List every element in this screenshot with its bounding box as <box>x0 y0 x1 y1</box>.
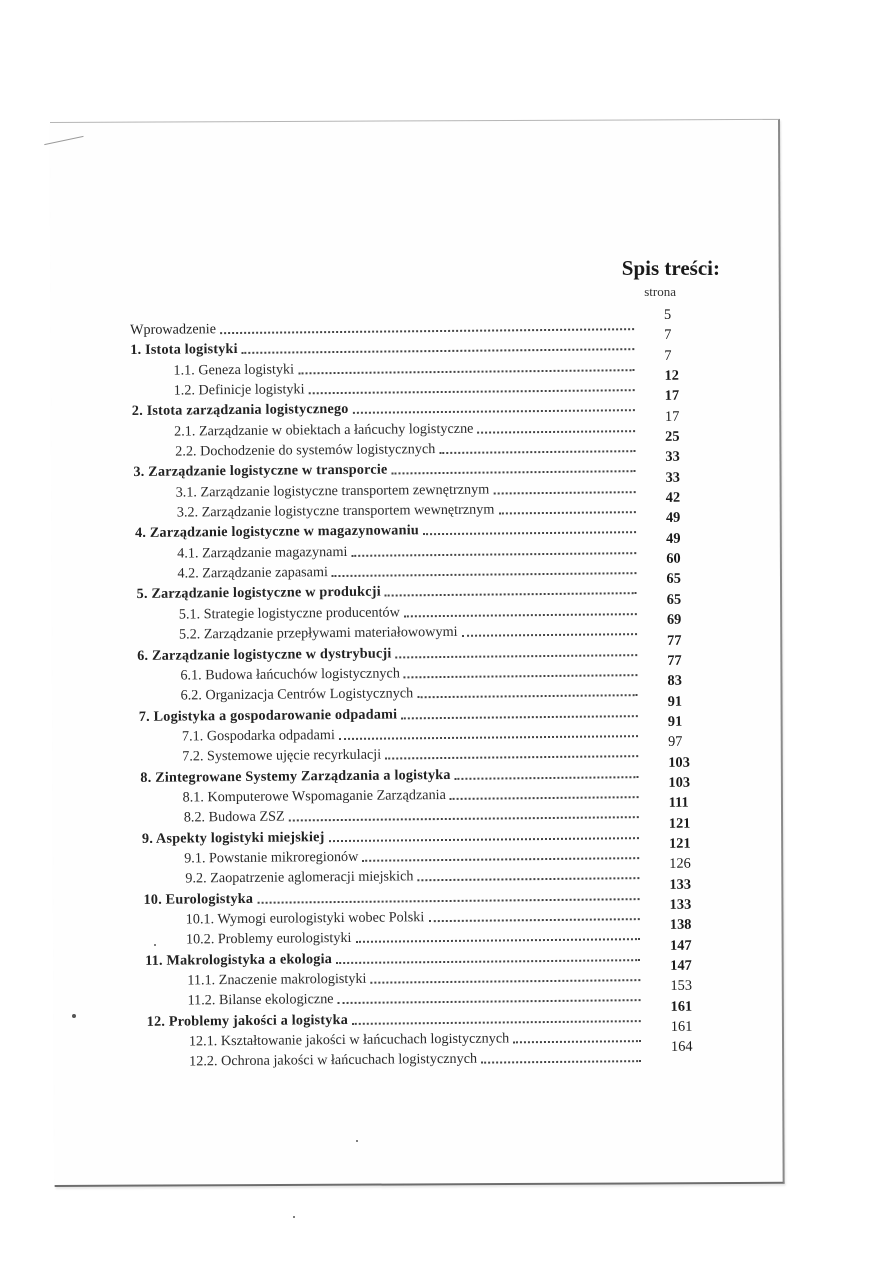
toc-chapter-title: 9. Aspekty logistyki miejskiej <box>141 828 325 847</box>
toc-section-title: 1.1. Geneza logistyki <box>173 361 295 379</box>
toc-dot-leader <box>351 552 636 557</box>
page-title: Spis treści: <box>621 256 720 280</box>
toc-page-number: 42 <box>665 489 681 506</box>
toc-section-title: 8.1. Komputerowe Wspomaganie Zarządzania <box>182 786 446 806</box>
toc-page-number: 69 <box>666 611 682 629</box>
toc-page-number: 121 <box>668 835 691 852</box>
toc-chapter-title: 4. Zarządzanie logistyczne w magazynowaniu <box>134 522 419 542</box>
toc-page-number: 103 <box>668 774 691 791</box>
toc-page-number: 33 <box>665 449 680 466</box>
toc-dot-leader <box>385 593 637 597</box>
toc-section-title: 6.1. Budowa łańcuchów logistycznych <box>180 665 400 684</box>
toc-page-number: 147 <box>669 937 692 954</box>
toc-dot-leader <box>462 633 637 637</box>
toc-dot-leader <box>499 511 636 514</box>
toc-dot-leader <box>353 410 635 415</box>
toc-chapter-title: 10. Eurologistyka <box>143 890 254 908</box>
toc-page-number: 25 <box>665 428 680 445</box>
scan-speck <box>72 1014 76 1018</box>
toc-dot-leader <box>329 837 639 842</box>
toc-page-number: 133 <box>669 896 692 913</box>
toc-page-number: 7 <box>664 327 672 344</box>
toc-page-number: 12 <box>664 367 680 384</box>
toc-page-number: 17 <box>664 388 680 405</box>
table-of-contents <box>130 306 717 1072</box>
toc-dot-leader <box>477 430 635 434</box>
scan-speck <box>154 944 156 946</box>
toc-page-number: 33 <box>665 469 681 486</box>
toc-dot-leader <box>429 918 640 922</box>
toc-page-number: 83 <box>667 672 682 690</box>
toc-dot-leader <box>418 694 638 698</box>
toc-section-title: 2.1. Zarządzanie w obiektach a łańcuchy logistyczne <box>173 420 474 440</box>
toc-page-number: 133 <box>669 876 692 893</box>
toc-section-title: 7.1. Gospodarka odpadami <box>181 726 335 745</box>
toc-section-title: 3.1. Zarządzanie logistyczne transportem zewnętrznym <box>175 481 490 501</box>
toc-chapter-title: 7. Logistyka a gospodarowanie odpadami <box>138 705 398 725</box>
toc-dot-leader <box>241 349 634 355</box>
toc-dot-leader <box>299 369 635 374</box>
toc-section-title: 12.2. Ochrona jakości w łańcuchach logistycznych <box>189 1051 478 1070</box>
toc-page-number: 121 <box>668 815 691 832</box>
toc-chapter-title: 12. Problemy jakości a logistyka <box>146 1011 349 1030</box>
toc-dot-leader <box>385 755 638 759</box>
toc-page-number: 126 <box>669 855 691 873</box>
toc-chapter-title: 6. Zarządzanie logistyczne w dystrybucji <box>137 645 392 664</box>
toc-section-title: 6.2. Organizacja Centrów Logistycznych <box>180 685 414 704</box>
toc-page-number: 77 <box>667 652 682 669</box>
toc-page-number: 60 <box>666 550 681 567</box>
toc-page-number: 65 <box>666 571 681 588</box>
toc-dot-leader <box>289 816 639 821</box>
toc-chapter-title: 11. Makrologistyka a ekologia <box>145 950 333 969</box>
toc-page-number: 5 <box>663 306 672 323</box>
toc-dot-leader <box>481 1061 641 1065</box>
toc-dot-leader <box>401 715 638 719</box>
toc-chapter-title: 3. Zarządzanie logistyczne w transporcie <box>133 461 388 481</box>
toc-page-number: 103 <box>668 754 690 771</box>
toc-page-number: 49 <box>666 530 681 547</box>
toc-dot-leader <box>494 491 636 494</box>
toc-dot-leader <box>356 938 640 943</box>
toc-section-title: 3.2. Zarządzanie logistyczne transportem wewnętrznym <box>176 501 495 521</box>
scan-speck <box>293 1216 295 1218</box>
toc-dot-leader <box>220 328 634 334</box>
toc-page-number: 49 <box>665 510 681 527</box>
toc-dot-leader <box>338 999 641 1004</box>
toc-section-title: 11.1. Znaczenie makrologistyki <box>187 970 367 989</box>
toc-page-number: 7 <box>664 347 672 364</box>
toc-section-title: 5.2. Zarządzanie przepływami materiałowowymi <box>178 624 458 643</box>
toc-page-number: 147 <box>670 957 692 974</box>
toc-dot-leader <box>309 389 635 394</box>
toc-chapter-title: 8. Zintegrowane Systemy Zarządzania a logistyka <box>140 766 451 786</box>
toc-chapter-title: Wprowadzenie <box>130 321 217 338</box>
toc-dot-leader <box>450 796 639 800</box>
toc-dot-leader <box>403 674 637 678</box>
toc-section-title: 4.1. Zarządzanie magazynami <box>177 543 348 562</box>
toc-page-number: 91 <box>667 713 683 730</box>
toc-section-title: 1.2. Definicje logistyki <box>173 381 305 399</box>
scan-speck <box>356 1140 358 1142</box>
toc-dot-leader <box>391 471 635 475</box>
toc-page-number: 17 <box>664 408 680 425</box>
toc-chapter-title: 2. Istota zarządzania logistycznego <box>131 401 349 420</box>
toc-section-title: 4.2. Zarządzanie zapasami <box>177 564 328 582</box>
toc-chapter-title: 5. Zarządzanie logistyczne w produkcji <box>136 584 381 603</box>
toc-dot-leader <box>454 776 638 780</box>
toc-section-title: 9.1. Powstanie mikroregionów <box>184 848 359 867</box>
toc-page-number: 164 <box>670 1039 693 1056</box>
toc-dot-leader <box>258 898 640 904</box>
toc-page-number: 111 <box>668 794 689 812</box>
toc-section-title: 5.1. Strategie logistyczne producentów <box>178 604 400 623</box>
toc-section-title: 7.2. Systemowe ujęcie recyrkulacji <box>182 746 382 765</box>
toc-section-title: 8.2. Budowa ZSZ <box>183 808 285 826</box>
toc-dot-leader <box>336 959 640 964</box>
toc-section-title: 10.2. Problemy eurologistyki <box>185 930 352 948</box>
toc-page-number: 91 <box>667 693 683 710</box>
toc-dot-leader <box>370 979 640 984</box>
toc-dot-leader <box>352 1020 641 1025</box>
toc-dot-leader <box>439 450 635 454</box>
toc-dot-leader <box>395 654 637 658</box>
toc-page-number: 97 <box>667 733 683 751</box>
toc-section-title: 9.2. Zaopatrzenie aglomeracji miejskich <box>185 868 414 887</box>
toc-section-title: 11.2. Bilanse ekologiczne <box>187 991 334 1009</box>
toc-section-title: 2.2. Dochodzenie do systemów logistycznych <box>175 441 436 460</box>
toc-dot-leader <box>513 1040 641 1043</box>
toc-chapter-title: 1. Istota logistyki <box>130 341 238 359</box>
toc-dot-leader <box>417 877 639 881</box>
toc-page-number: 161 <box>670 1018 693 1035</box>
toc-page-number: 161 <box>670 998 693 1015</box>
toc-dot-leader <box>339 735 638 740</box>
toc-dot-leader <box>404 613 637 617</box>
toc-page-number: 65 <box>666 591 682 608</box>
toc-page-number: 138 <box>669 916 692 934</box>
toc-dot-leader <box>331 572 636 577</box>
page-column-label: strona <box>644 284 676 299</box>
toc-page-number: 153 <box>670 977 693 995</box>
toc-section-title: 12.1. Kształtowanie jakości w łańcuchach logistycznych <box>188 1030 510 1050</box>
toc-page-number: 77 <box>667 632 682 649</box>
toc-dot-leader <box>423 532 636 536</box>
toc-section-title: 10.1. Wymogi eurologistyki wobec Polski <box>185 909 425 928</box>
toc-dot-leader <box>362 857 639 862</box>
